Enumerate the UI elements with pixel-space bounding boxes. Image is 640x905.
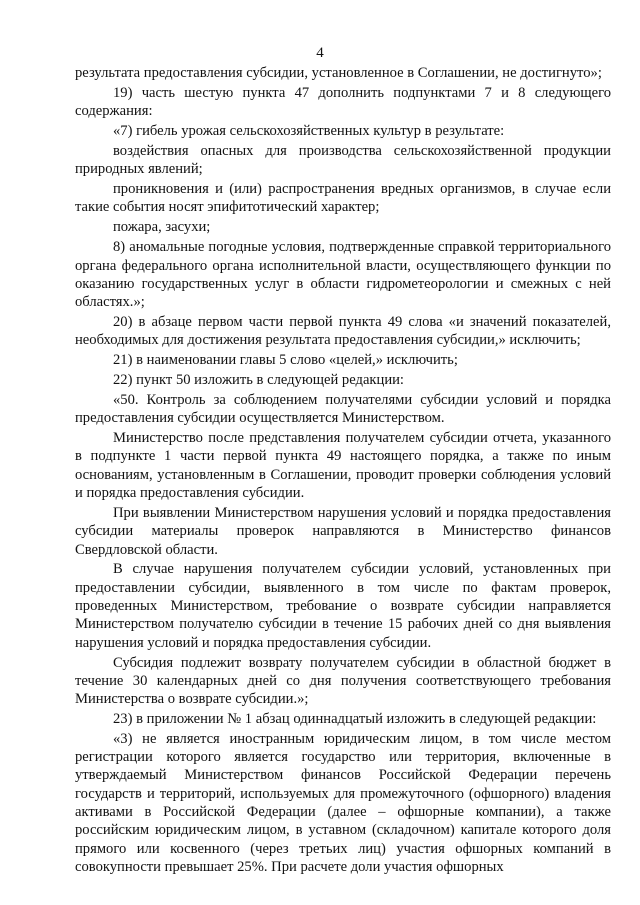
paragraph: проникновения и (или) распространения вредных организмов, в случае если такие события носят эпифитотический характер;	[75, 181, 611, 216]
paragraph: пожара, засухи;	[113, 219, 211, 236]
paragraph: 19) часть шестую пункта 47 дополнить подпунктами 7 и 8 следующего содержания:	[75, 84, 611, 120]
paragraph: В случае нарушения получателем субсидии условий, установленных при предоставлении субсидии, выявленного в том числе по фактам проверок, проведенных Министерством, требование о возврате субсидии направляется Министерством получателю субсидии в течение 15 рабочих дней со дня выявления нарушения условий и порядка предоставления субсидии.	[75, 561, 611, 651]
paragraph: «50. Контроль за соблюдением получателями субсидии условий и порядка предоставления субсидии осуществляется Министерством.	[75, 391, 611, 427]
paragraph: результата предоставления субсидии, установленное в Соглашении, не достигнуто»;	[75, 65, 602, 81]
paragraph: 22) пункт 50 изложить в следующей редакции:	[113, 372, 404, 389]
paragraph: «7) гибель урожая сельскохозяйственных культур в результате:	[113, 123, 505, 140]
paragraph: 20) в абзаце первом части первой пункта 49 слова «и значений показателей, необходимых для достижения результата предоставления субсидии,» исключить;	[75, 314, 611, 349]
paragraph: Субсидия подлежит возврату получателем субсидии в областной бюджет в течение 30 календарных дней со дня получения соответствующего требования Министерства о возврате субсидии.»;	[75, 654, 611, 708]
paragraph: «3) не является иностранным юридическим лицом, в том числе местом регистрации которого является государство или территория, включенные в утверждаемый Министерством финансов Российской Федерации перечень государств и территорий, используемых для промежуточного (офшорного) владения активами в Российской Федерации (далее – офшорные компании), а также российским юридическим лицом, в уставном (складочном) капитале которого доля прямого или косвенного (через третьих лиц) участия офшорных компаний в совокупности превышает 25%. При расчете доли участия офшорных	[75, 730, 611, 875]
paragraph: 8) аномальные погодные условия, подтвержденные справкой территориального органа федерального органа исполнительной власти, осуществляющего функции по оказанию государственных услуг в области гидрометеорологии и смежных с ней областях.»;	[75, 239, 611, 311]
paragraph: 21) в наименовании главы 5 слово «целей,» исключить;	[113, 352, 458, 369]
paragraph: 23) в приложении № 1 абзац одиннадцатый изложить в следующей редакции:	[113, 711, 597, 727]
paragraph: воздействия опасных для производства сельскохозяйственной продукции природных явлений;	[75, 142, 611, 178]
page-number: 4	[316, 45, 324, 61]
paragraph: При выявлении Министерством нарушения условий и порядка предоставления субсидии материалы проверок направляются в Министерство финансов Свердловской области.	[75, 504, 611, 558]
document-body	[75, 64, 611, 878]
paragraph: Министерство после представления получателем субсидии отчета, указанного в подпункте 1 части первой пункта 49 настоящего порядка, а также по иным основаниям, установленным в Соглашении, проводит проверки соблюдения условий и порядка предоставления субсидии.	[75, 430, 611, 502]
